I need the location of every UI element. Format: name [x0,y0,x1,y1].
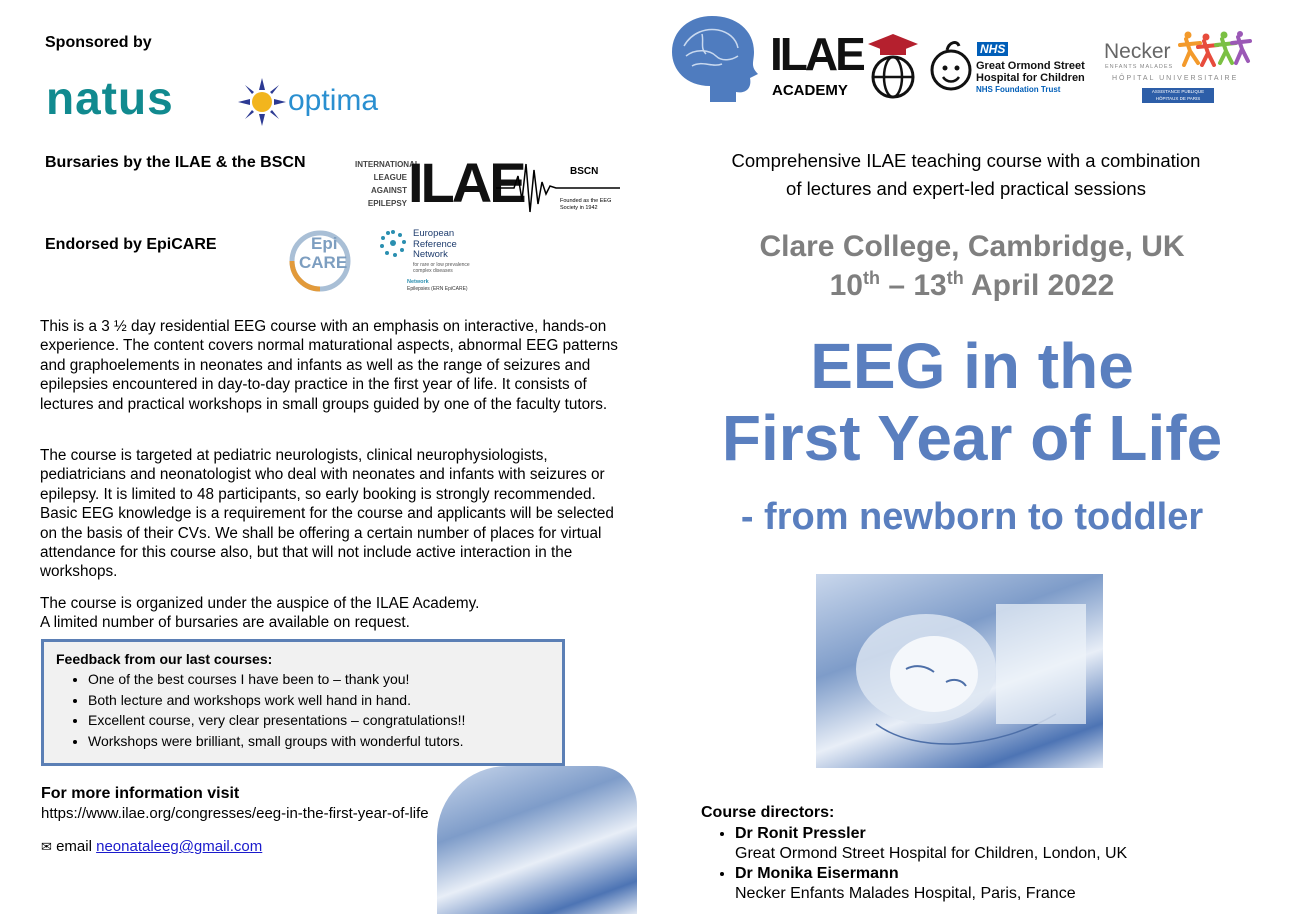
endorsed-label: Endorsed by EpiCARE [45,236,217,253]
ilae-small-logo: ILAE [408,151,524,214]
optima-logo [238,78,286,131]
description-paragraph-2: The course is targeted at pediatric neurologists, clinical neurophysiologists, pediatricians and neonatologist who deal with neonates and infants with seizures or epilepsy. It is limited to 48 participants, so early booking is strongly recommended. Basic EEG knowledge is a requirement for the course and applicants will be selected on the basis of their CVs. We shall be offering a certain number of places for virtual attendance for this course also, but that will not include active interaction in the workshops. [40,447,614,581]
ern-network: Network [407,279,429,285]
director-name: • Dr Ronit Pressler [735,825,866,842]
gosh-trust: NHS Foundation Trust [976,85,1061,94]
course-dates: 10th – 13th April 2022 [829,268,1115,302]
epicare-care: CARE [299,253,348,272]
feedback-item: • Workshops were brilliant, small groups with wonderful tutors. [88,731,562,752]
info-title: For more information visit [41,785,240,802]
email-label: email [56,838,92,855]
epicare-epi: Epi [311,234,338,253]
mortarboard-globe-icon [866,32,920,100]
director-affiliation: Great Ormond Street Hospital for Children, London, UK [735,845,1128,862]
necker-sub: ENFANTS MALADES [1105,64,1174,70]
director-name: • Dr Monika Eisermann [735,865,899,882]
course-intro: Comprehensive ILAE teaching course with a combination of lectures and expert-led practical sessions [731,150,1201,199]
baby-brain-icon [666,12,760,104]
feedback-box [41,639,565,766]
course-title: EEG in the First Year of Life [721,330,1223,474]
ilae-small-text: INTERNATIONAL LEAGUE AGAINST EPILEPSY [355,160,420,208]
venue: Clare College, Cambridge, UK [759,230,1185,263]
email-line [41,838,262,855]
director-affiliation: Necker Enfants Malades Hospital, Paris, France [735,885,1076,902]
ern-epilepsies: Epilepsies (ERN EpiCARE) [407,286,468,292]
newborn-illustration [816,574,1103,768]
ern-dots-icon [378,228,408,262]
aphp-logo: ASSISTANCE PUBLIQUE HÔPITAUX DE PARIS [1142,88,1214,103]
nhs-logo: NHS [977,42,1008,56]
gosh-child-face-icon [929,36,975,96]
ern-title: European Reference Network [413,228,457,260]
feedback-item: • Both lecture and workshops work well hand in hand. [88,690,562,711]
feedback-item: • Excellent course, very clear presentations – congratulations!! [88,710,562,731]
email-link[interactable]: neonataleeg@gmail.com [96,838,263,855]
academy-label: ACADEMY [772,82,848,99]
directors-list [701,824,1261,904]
course-subtitle: - from newborn to toddler [740,496,1204,538]
children-photo [437,766,637,914]
director-item [735,864,1261,904]
necker-logo: Necker [1104,40,1171,63]
description-paragraph-3: The course is organized under the auspice of the ILAE Academy. A limited number of bursaries are available on request. [40,595,480,632]
directors-label: Course directors: [701,804,835,821]
bscn-founded: Founded as the EEG Society in 1942 [560,198,612,211]
ern-subtitle: for rare or low prevalence complex diseases [413,262,470,274]
necker-figures-icon [1178,31,1252,67]
necker-hu: HÔPITAL UNIVERSITAIRE [1112,75,1239,82]
newborn-eeg-photo [816,574,1103,768]
optima-wordmark: optima [288,84,379,117]
ilae-academy-logo: ILAE [770,28,863,80]
director-item [735,824,1261,864]
feedback-list [44,669,562,751]
sponsored-label: Sponsored by [45,34,152,51]
optima-sun-icon [238,78,286,126]
info-url-link[interactable]: https://www.ilae.org/congresses/eeg-in-the-first-year-of-life [41,805,429,822]
description-paragraph-1: This is a 3 ½ day residential EEG course with an emphasis on interactive, hands-on experience. The content covers normal maturational aspects, abnormal EEG patterns and graphoelements in neonates and infants as well as the range of seizures and epilepsies encountered in day-to-day practice in the first year of life. It consists of lectures and practical workshops in small groups guided by one of the faculty tutors. [40,318,618,413]
gosh-name: Great Ormond Street Hospital for Children [976,60,1085,84]
bscn-logo: BSCN [570,166,599,177]
email-icon: ✉ [41,839,52,854]
bursaries-label: Bursaries by the ILAE & the BSCN [45,154,306,171]
feedback-title: Feedback from our last courses: [56,651,273,667]
natus-logo: natus [46,72,174,124]
feedback-item: • One of the best courses I have been to – thank you! [88,669,562,690]
